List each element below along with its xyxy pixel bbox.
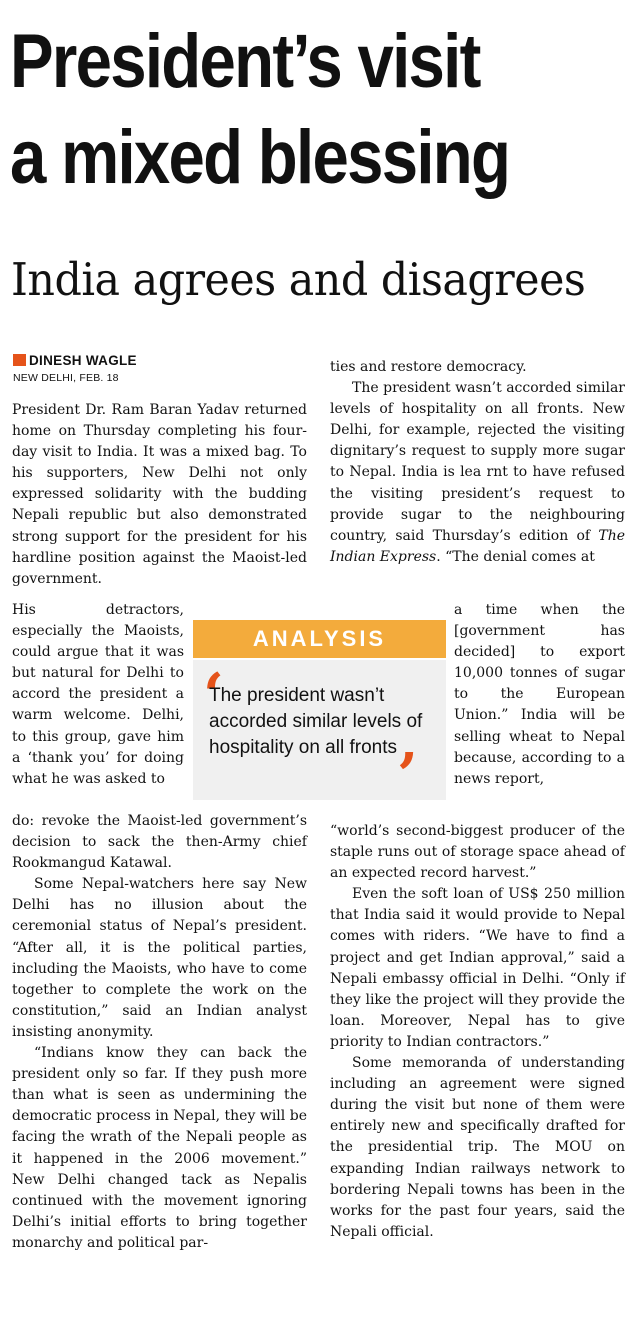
byline-square-icon: [13, 354, 26, 366]
analysis-label-box: [193, 620, 446, 658]
right-paragraph-2: Even the soft loan of US$ 250 million that India said it would provide to Nepal comes with riders. “We have to find a project and get Indian approval,” said a Nepali embassy official in Delhi. “Only if they like the project will they provide the loan. Moreover, Nepal has to give priority to Indian contractors.”: [330, 886, 625, 1050]
pull-quote-text: The president wasn’t accorded similar levels of hospitality on all fronts: [209, 685, 423, 758]
right-paragraph-1-wrap: a time when the [government has decided] to export 10,000 tonnes of sugar to the European Union.” India will be selling wheat to Nepal because, according to a news report,: [454, 602, 625, 787]
subheadline: India agrees and disagrees: [11, 253, 586, 306]
left-paragraph-1-wrap: His detractors, especially the Maoists, could argue that it was but natural for Delhi to accord the president a warm welcome. Delhi, to this group, gave him a ‘thank you’ for doing what he was asked to: [12, 602, 184, 787]
open-quote-icon: ‘: [203, 661, 224, 731]
right-paragraph-1-after: . “The denial comes at: [436, 548, 595, 565]
headline-line-1: President’s visit: [10, 19, 480, 104]
right-column-continued: [330, 821, 625, 1243]
newspaper-name: The Indian Express: [330, 527, 625, 565]
byline: [13, 352, 137, 384]
left-column: [12, 400, 307, 590]
left-paragraph-3: “Indians know they can back the president only so far. If they push more than what is seen as undermining the democratic process in Nepal, they will be facing the wrath of the Nepali people as it happened in the 2006 movement.” New Delhi changed tack as Nepalis continued with the movement ignoring Delhi’s initial efforts to bring together monarchy and political par-: [12, 1045, 307, 1251]
left-column-wrap: [12, 600, 184, 790]
headline-line-2: a mixed blessing: [10, 115, 510, 200]
left-paragraph-1-tail: do: revoke the Maoist-led government’s decision to sack the then-Army chief Rookmangud Katawal.: [12, 813, 307, 872]
right-paragraph-0: ties and restore democracy.: [330, 359, 527, 375]
author-name: DINESH WAGLE: [29, 353, 137, 368]
analysis-label: ANALYSIS: [252, 626, 387, 651]
right-paragraph-1: [330, 378, 625, 568]
close-quote-icon: ’: [397, 741, 418, 811]
left-paragraph-1: President Dr. Ram Baran Yadav returned home on Thursday completing his four-day visit to India. It was a mixed bag. To his supporters, New Delhi not only expressed solidarity with the budding Nepali republic but also demonstrated strong support for the president for his hardline position against the Maoist-led government.: [12, 402, 307, 587]
right-paragraph-1-text: The president wasn’t accorded similar levels of hospitality on all fronts. New Delhi, for example, rejected the visiting dignitary’s request to supply more sugar to Nepal. India is lea rnt to have refused the visiting president’s request to provide sugar to the neighbouring country, said Thursday’s edition of: [330, 380, 625, 544]
left-column-continued: [12, 811, 307, 1254]
headline: [10, 14, 536, 206]
pull-quote-box: [193, 660, 446, 811]
dateline: NEW DELHI, FEB. 18: [13, 372, 119, 384]
right-paragraph-3: Some memoranda of understanding including an agreement were signed during the visit but none of them were entirely new and specifically drafted for the presidential trip. The MOU on expanding Indian railways network to bordering Nepali towns has been in the works for the past four years, said the Nepali official.: [330, 1055, 625, 1240]
left-paragraph-2: Some Nepal-watchers here say New Delhi has no illusion about the ceremonial status of Nepal’s president. “After all, it is the political parties, including the Maoists, who have to come together to complete the work on the constitution,” said an Indian analyst insisting anonymity.: [12, 876, 307, 1040]
right-paragraph-1-tail: “world’s second-biggest producer of the staple runs out of storage space ahead of an expected record harvest.”: [330, 823, 625, 882]
right-column-wrap: [454, 600, 625, 790]
right-column: [330, 357, 625, 568]
